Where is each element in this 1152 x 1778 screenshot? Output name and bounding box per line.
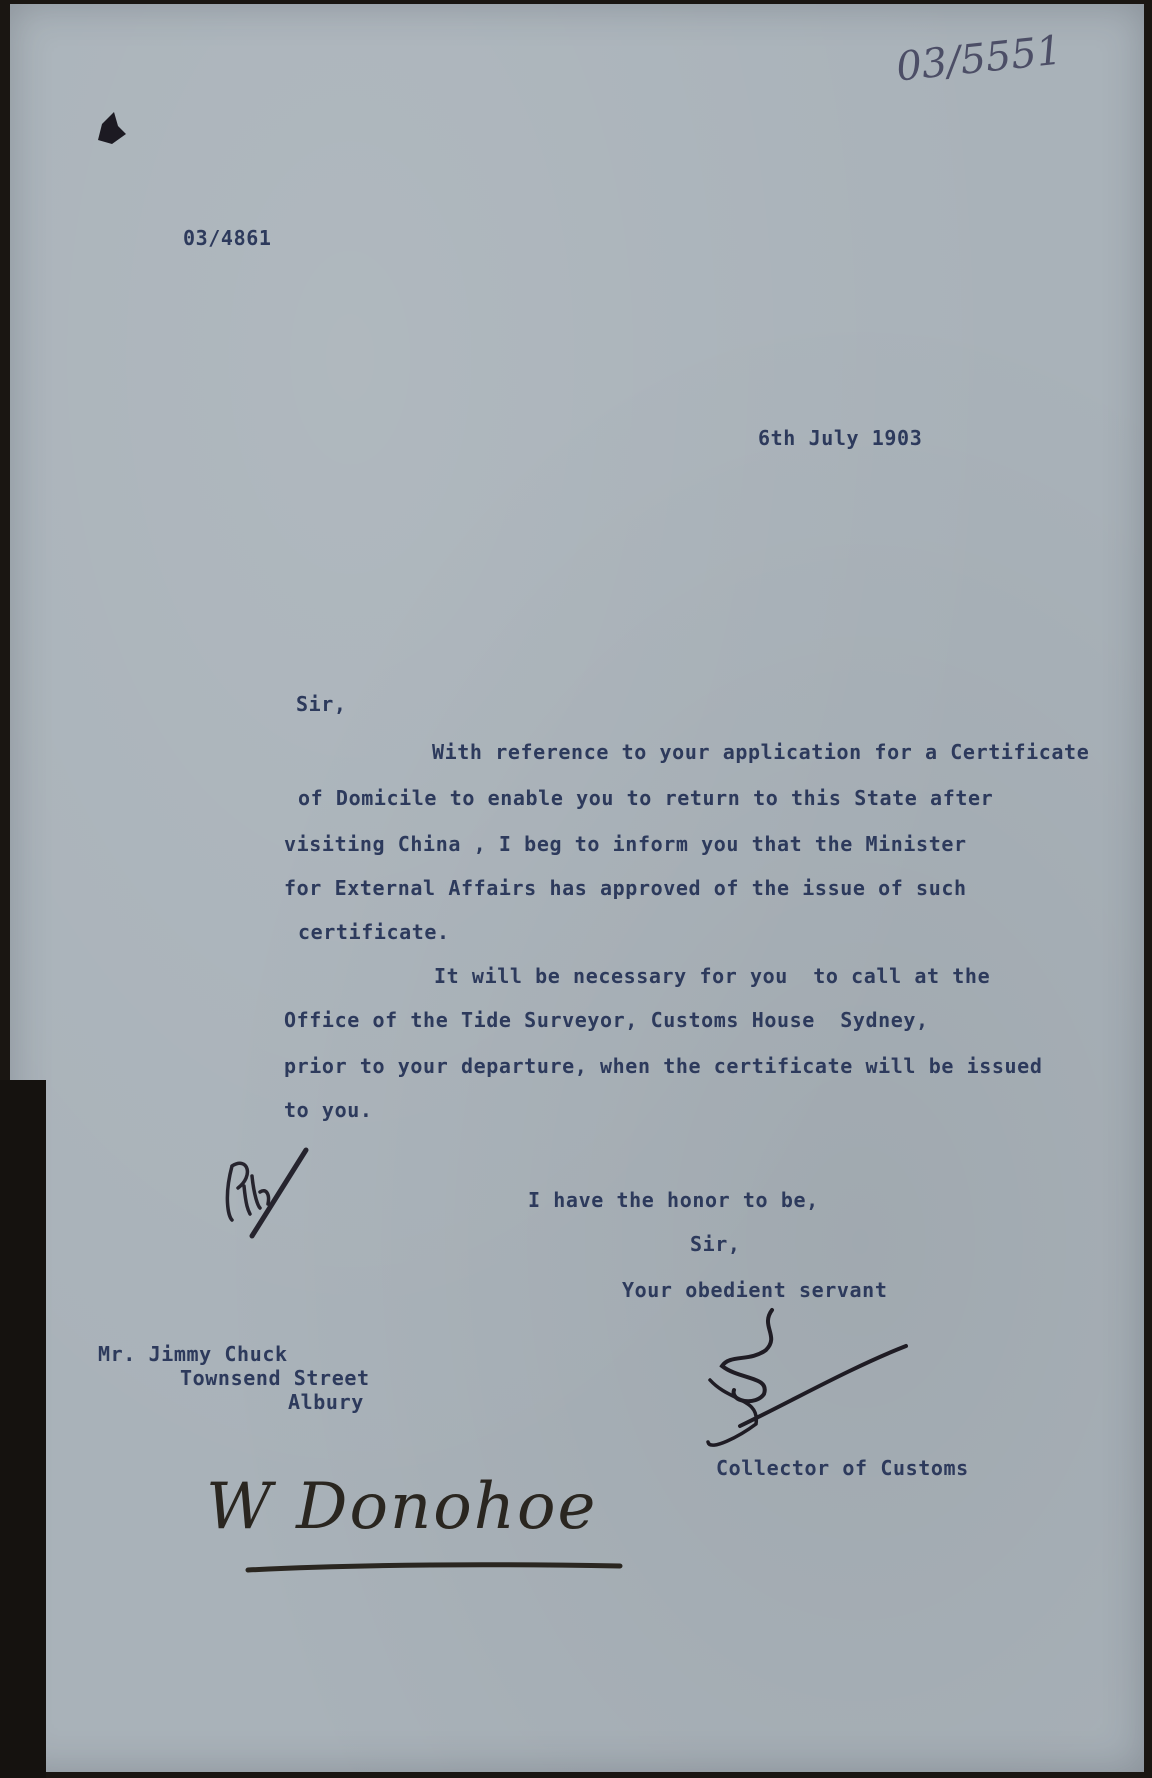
salutation: Sir, xyxy=(296,692,347,716)
signatory-title: Collector of Customs xyxy=(716,1456,969,1480)
signature-underline xyxy=(244,1558,624,1578)
file-reference: 03/4861 xyxy=(183,226,272,250)
body-line: Office of the Tide Surveyor, Customs House Sydney, xyxy=(284,1008,929,1032)
ink-mark xyxy=(92,104,132,154)
body-line: certificate. xyxy=(298,920,450,944)
handwritten-signature: W Donohoe xyxy=(206,1470,598,1544)
addressee-line: Albury xyxy=(288,1390,364,1414)
closing-line: Your obedient servant xyxy=(622,1278,888,1302)
closing-line: I have the honor to be, xyxy=(528,1188,819,1212)
addressee-line: Mr. Jimmy Chuck xyxy=(98,1342,288,1366)
initials-mark xyxy=(218,1136,328,1246)
body-line: visiting China , I beg to inform you that the Minister xyxy=(284,832,967,856)
torn-edge xyxy=(0,1080,46,1778)
body-line: With reference to your application for a Certificate xyxy=(432,740,1090,764)
body-line: of Domicile to enable you to return to this State after xyxy=(298,786,994,810)
body-line: prior to your departure, when the certificate will be issued xyxy=(284,1054,1043,1078)
body-line: to you. xyxy=(284,1098,373,1122)
body-line: for External Affairs has approved of the issue of such xyxy=(284,876,967,900)
closing-line: Sir, xyxy=(690,1232,741,1256)
addressee-line: Townsend Street xyxy=(180,1366,370,1390)
collector-signature xyxy=(700,1306,910,1456)
handwritten-file-number: 03/5551 xyxy=(894,27,1065,91)
body-line: It will be necessary for you to call at the xyxy=(434,964,991,988)
letter-date: 6th July 1903 xyxy=(758,426,923,450)
